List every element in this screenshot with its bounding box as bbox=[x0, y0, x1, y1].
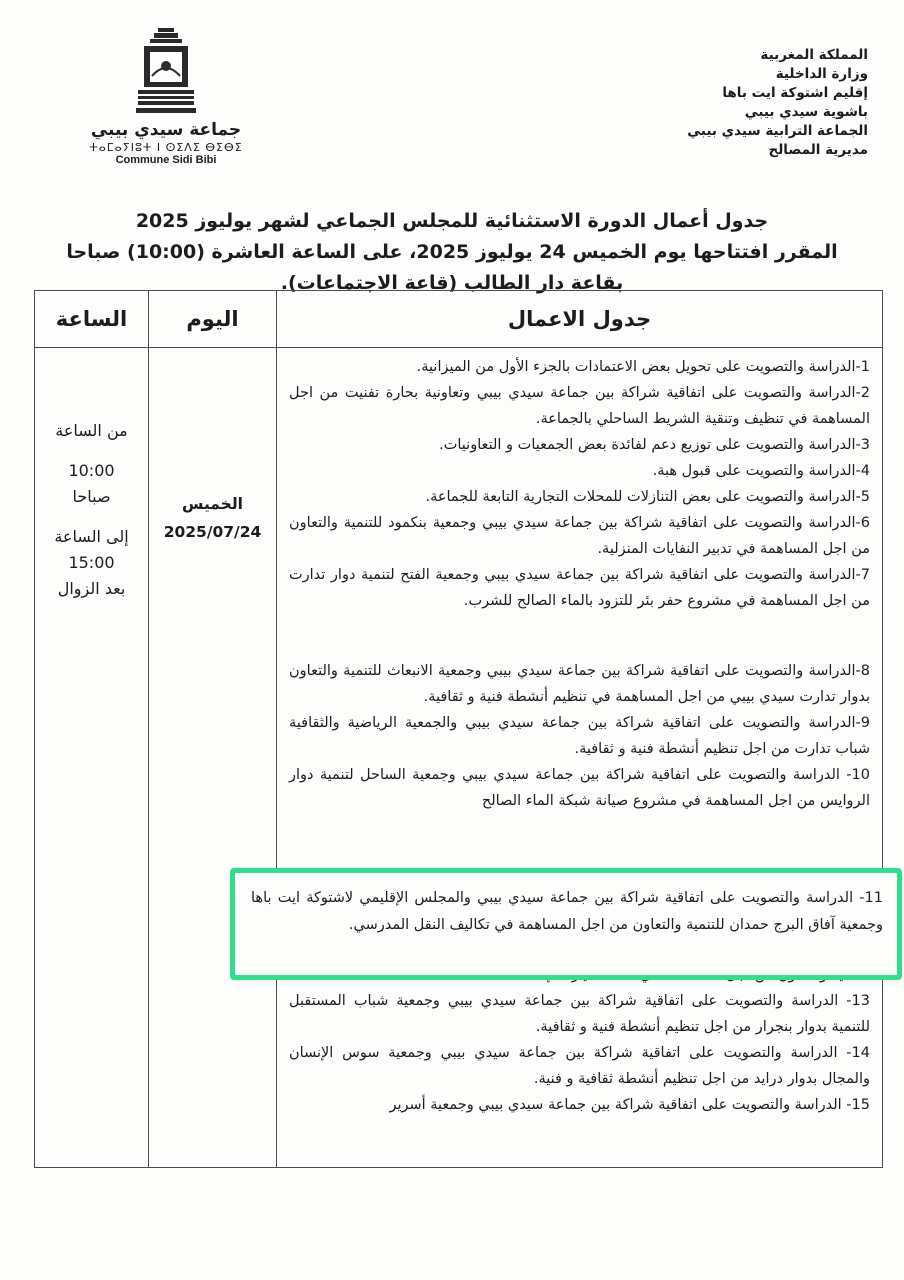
agenda-item: 8-الدراسة والتصويت على اتفاقية شراكة بين جماعة سيدي بيبي وجمعية الانبعاث للتنمية والتعاون بدوار تدارت سيدي بيبي من اجل المساهمة في تنظيم أنشطة فنية و ثقافية. bbox=[289, 663, 870, 705]
highlighted-agenda-item bbox=[230, 868, 902, 980]
meeting-date: 2025/07/24 bbox=[163, 523, 262, 541]
day-column-header: اليوم bbox=[149, 291, 277, 348]
agenda-item: 14- الدراسة والتصويت على اتفاقية شراكة بين جماعة سيدي بيبي وجمعية سوس الإنسان والمجال بدوار درايد من اجل تنظيم أنشطة ثقافية و فنية. bbox=[289, 1045, 870, 1087]
document-title bbox=[60, 206, 844, 299]
day-cell bbox=[149, 348, 277, 1168]
time-cell bbox=[35, 348, 149, 1168]
agenda-item: 2-الدراسة والتصويت على اتفاقية شراكة بين جماعة سيدي بيبي وتعاونية بحارة تفنيت من اجل المساهمة في تنظيف وتنقية الشريط الساحلي بالجماعة. bbox=[289, 385, 870, 427]
agenda-item: 9-الدراسة والتصويت على اتفاقية شراكة بين جماعة سيدي بيبي والجمعية الرياضية والثقافية شباب تدارت من اجل تنظيم أنشطة فنية و ثقافية. bbox=[289, 715, 870, 757]
agenda-item: 7-الدراسة والتصويت على اتفاقية شراكة بين جماعة سيدي بيبي وجمعية الفتح لتنمية دوار تدارت من اجل المساهمة في مشروع حفر بئر للتزود بالماء الصالح للشرب. bbox=[289, 567, 870, 609]
title-line: المقرر افتتاحها يوم الخميس 24 يوليوز 2025، على الساعة العاشرة (10:00) صباحا bbox=[66, 241, 838, 263]
admin-line: إقليم اشتوكة ايت باها bbox=[722, 85, 868, 101]
agenda-item: 4-الدراسة والتصويت على قبول هبة. bbox=[652, 463, 870, 479]
agenda-item: 13- الدراسة والتصويت على اتفاقية شراكة بين جماعة سيدي بيبي وجمعية شباب المستقبل للتنمية بدوار بنجرار من اجل تنظيم أنشطة فنية و ثقافية. bbox=[289, 993, 870, 1035]
agenda-item: 6-الدراسة والتصويت على اتفاقية شراكة بين جماعة سيدي بيبي وجمعية بنكمود للتنمية والتعاون من اجل المساهمة في تدبير النفايات المنزلية. bbox=[289, 515, 870, 557]
agenda-items-cell bbox=[277, 348, 883, 1168]
commune-name-tifinagh: ⵜⴰⵎⴰⵢⵏⵓⵜ ⵏ ⵙⵉⴷⵉ ⴱⵉⴱⵉ bbox=[89, 141, 243, 154]
title-line: جدول أعمال الدورة الاستثنائية للمجلس الجماعي لشهر يوليوز 2025 bbox=[135, 210, 769, 232]
commune-emblem-icon bbox=[130, 26, 202, 118]
start-time: 10:00 bbox=[68, 461, 115, 480]
agenda-item-11: 11- الدراسة والتصويت على اتفاقية شراكة بين جماعة سيدي بيبي والمجلس الإقليمي لاشتوكة ايت باها وجمعية آفاق البرج حمدان للتنمية والتعاون من اجل المساهمة في تكاليف النقل المدرسي. bbox=[251, 890, 883, 933]
agenda-item: 10- الدراسة والتصويت على اتفاقية شراكة بين جماعة سيدي بيبي وجمعية الساحل لتنمية دوار الروايس من اجل المساهمة في مشروع صيانة شبكة الماء الصالح bbox=[289, 767, 870, 809]
agenda-item: 1-الدراسة والتصويت على تحويل بعض الاعتمادات بالجزء الأول من الميزانية. bbox=[416, 359, 870, 375]
end-period: بعد الزوال bbox=[57, 579, 126, 598]
time-from-label: من الساعة bbox=[55, 421, 128, 440]
administrative-header bbox=[687, 46, 868, 160]
start-period: صباحا bbox=[72, 487, 111, 506]
agenda-item: 5-الدراسة والتصويت على بعض التنازلات للمحلات التجارية التابعة للجماعة. bbox=[425, 489, 870, 505]
agenda-item: 15- الدراسة والتصويت على اتفاقية شراكة بين جماعة سيدي بيبي وجمعية أسرير bbox=[389, 1097, 870, 1113]
admin-line: مديرية المصالح bbox=[768, 142, 868, 158]
agenda-table bbox=[34, 290, 883, 1168]
commune-logo-block bbox=[86, 26, 246, 166]
admin-line: الجماعة الترابية سيدي بيبي bbox=[687, 123, 868, 139]
admin-line: المملكة المغربية bbox=[760, 47, 868, 63]
agenda-item: 3-الدراسة والتصويت على توزيع دعم لفائدة بعض الجمعيات و التعاونيات. bbox=[439, 437, 870, 453]
admin-line: وزارة الداخلية bbox=[775, 66, 868, 82]
day-name: الخميس bbox=[182, 495, 243, 513]
agenda-column-header: جدول الاعمال bbox=[277, 291, 883, 348]
time-column-header: الساعة bbox=[35, 291, 149, 348]
time-to-label: إلى الساعة bbox=[54, 527, 129, 546]
title-line: بقاعة دار الطالب (قاعة الاجتماعات). bbox=[280, 272, 624, 294]
commune-name-arabic: جماعة سيدي بيبي bbox=[90, 120, 242, 140]
commune-name-french: Commune Sidi Bibi bbox=[115, 154, 217, 166]
table-header-row bbox=[35, 291, 883, 348]
table-row bbox=[35, 348, 883, 1168]
end-time: 15:00 bbox=[68, 553, 115, 572]
admin-line: باشوية سيدي بيبي bbox=[744, 104, 868, 120]
